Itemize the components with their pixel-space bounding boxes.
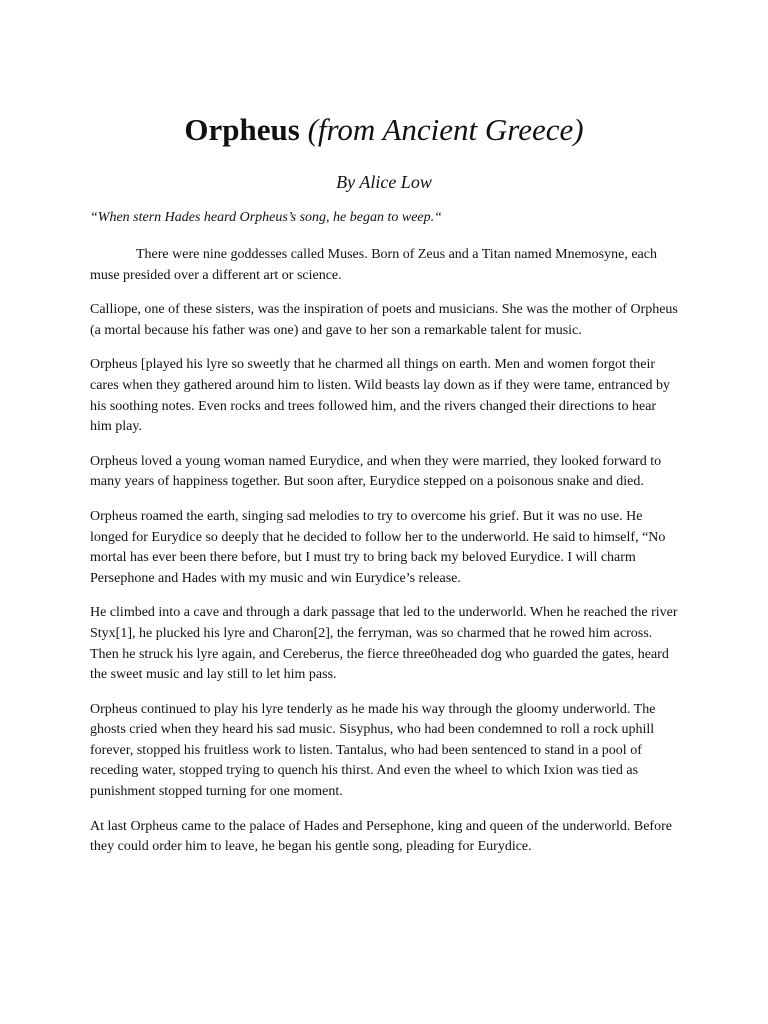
- author-byline: By Alice Low: [336, 172, 432, 192]
- paragraph-5: Orpheus roamed the earth, singing sad melodies to try to overcome his grief. But it was no use. He longed for Eurydice so deeply that he decided to follow her to the underworld. He said to himself, “No mortal has ever been there before, but I must try to bring back my beloved Eurydice. I will charm Persephone and Hades with my music and win Eurydice’s release.: [90, 508, 666, 586]
- document-title: [0, 110, 768, 150]
- paragraph-1: There were nine goddesses called Muses. Born of Zeus and a Titan named Mnemosyne, each muse presided over a different art or science.: [90, 247, 657, 283]
- paragraph-7: Orpheus continued to play his lyre tenderly as he made his way through the gloomy underworld. The ghosts cried when they heard his sad music. Sisyphus, who had been condemned to roll a rock uphill forever, stopped his fruitless work to listen. Tantalus, who had been sentenced to stand in a pool of receding water, stopped trying to quench his thirst. And even the wheel to which Ixion was tied as punishment stopped turning for one moment.: [90, 701, 656, 800]
- paragraph-4: Orpheus loved a young woman named Eurydice, and when they were married, they looked forward to many years of happiness together. But soon after, Eurydice stepped on a poisonous snake and died.: [90, 453, 662, 490]
- title-main: Orpheus: [184, 112, 300, 147]
- paragraph-2: Calliope, one of these sisters, was the inspiration of poets and musicians. She was the mother of Orpheus (a mortal because his father was one) and gave to her son a remarkable talent for music.: [90, 302, 678, 338]
- document-body: [90, 245, 680, 872]
- paragraph-3: Orpheus [played his lyre so sweetly that he charmed all things on earth. Men and women forgot their cares when they gathered around him to listen. Wild beasts lay down as if they were tame, entranced by his soothing notes. Even rocks and trees followed him, and the rivers changed their directions to hear him play.: [90, 357, 670, 435]
- paragraph-6: He climbed into a cave and through a dark passage that led to the underworld. When he reached the river Styx[1], he plucked his lyre and Charon[2], the ferryman, was so charmed that he rowed him across. Then he struck his lyre again, and Cereberus, the fierce three0headed dog who guarded the gates, heard the sweet music and lay still to let him pass.: [90, 605, 678, 683]
- paragraph-8: At last Orpheus came to the palace of Hades and Persephone, king and queen of the underworld. Before they could order him to leave, he began his gentle song, pleading for Eurydice.: [90, 818, 672, 855]
- epigraph-quote: “When stern Hades heard Orpheus’s song, he began to weep.“: [90, 210, 442, 225]
- title-subtitle: (from Ancient Greece): [307, 112, 584, 147]
